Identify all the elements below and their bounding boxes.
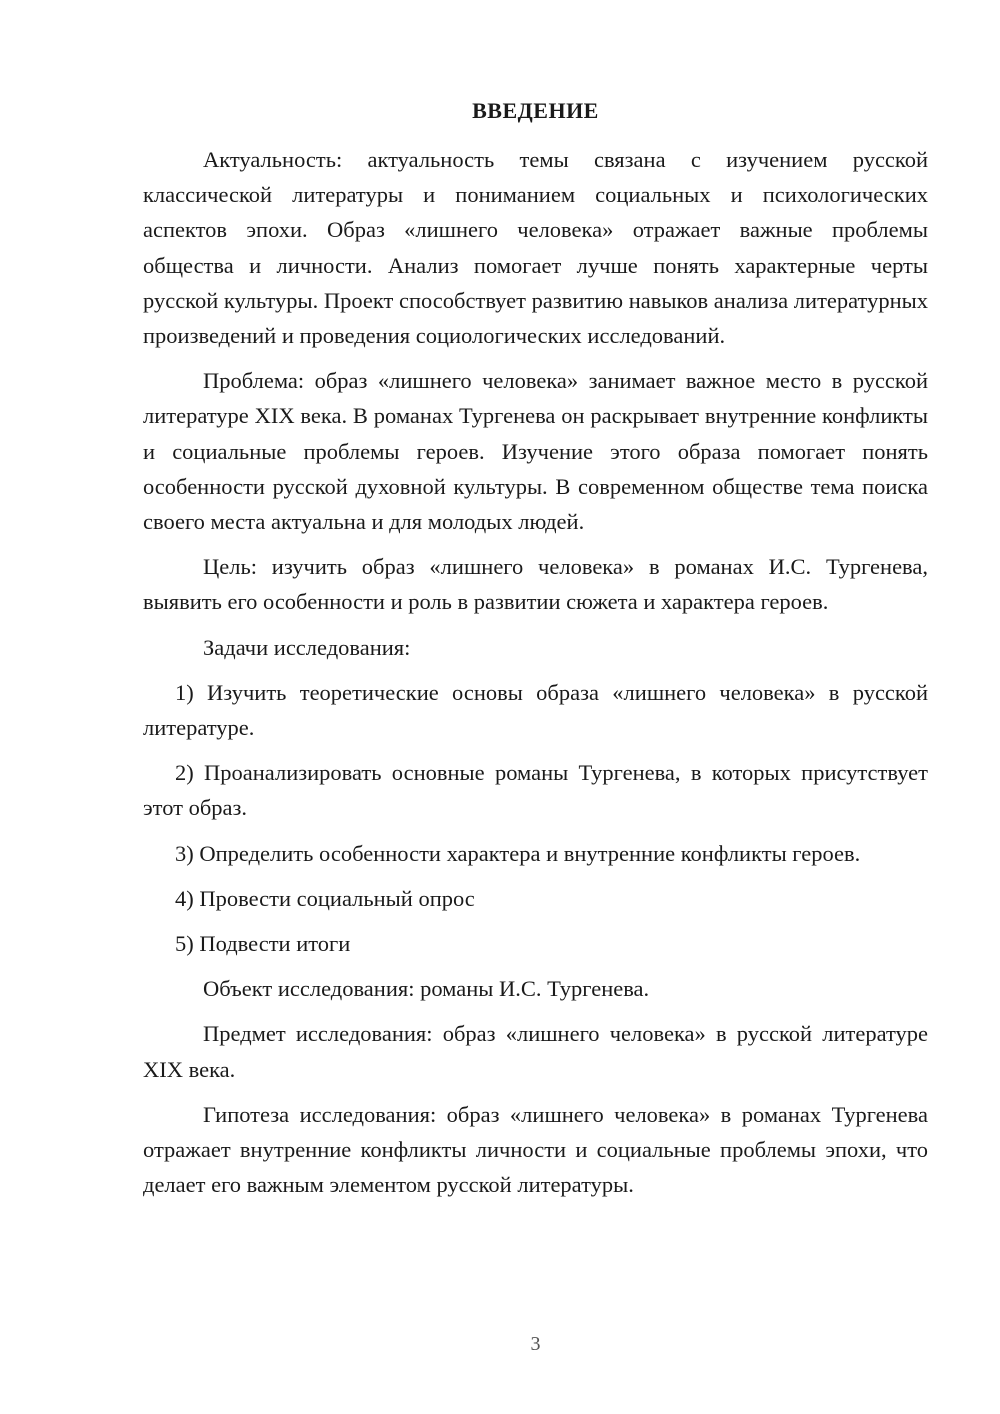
hypothesis-paragraph: Гипотеза исследования: образ «лишнего человека» в романах Тургенева отражает внутренние конфликты личности и социальные проблемы эпохи, что делает его важным элементом русской литературы. [143,1101,928,1198]
tasks-heading: Задачи исследования: [203,634,411,660]
task-item: 2) Проанализировать основные романы Тургенева, в которых присутствует этот образ. [143,760,928,821]
object-paragraph: Объект исследования: романы И.С. Тургенева. [203,976,650,1002]
task-item: 3) Определить особенности характера и внутренние конфликты героев. [175,840,861,866]
document-page [143,0,928,1414]
relevance-paragraph: Актуальность: актуальность темы связана с изучением русской классической литературы и пониманием социальных и психологических аспектов эпохи. Образ «лишнего человека» отражает важные проблемы общества и личности. Анализ помогает лучше понять характерные черты русской культуры. Проект способствует развитию навыков анализа литературных произведений и проведения социологических исследований. [143,147,928,349]
problem-paragraph: Проблема: образ «лишнего человека» занимает важное место в русской литературе XIX века. В романах Тургенева он раскрывает внутренние конфликты и социальные проблемы героев. Изучение этого образа помогает понять особенности русской духовной культуры. В современном обществе тема поиска своего места актуальна и для молодых людей. [143,368,928,535]
page-title: ВВЕДЕНИЕ [472,98,599,123]
task-item: 5) Подвести итоги [175,931,351,957]
task-item: 4) Провести социальный опрос [175,885,475,911]
goal-paragraph: Цель: изучить образ «лишнего человека» в романах И.С. Тургенева, выявить его особенности и роль в развитии сюжета и характера героев. [143,554,928,615]
page-number: 3 [530,1333,541,1355]
document-body [143,142,928,1202]
subject-paragraph: Предмет исследования: образ «лишнего человека» в русской литературе XIX века. [143,1021,928,1082]
task-item: 1) Изучить теоретические основы образа «лишнего человека» в русской литературе. [143,679,928,741]
